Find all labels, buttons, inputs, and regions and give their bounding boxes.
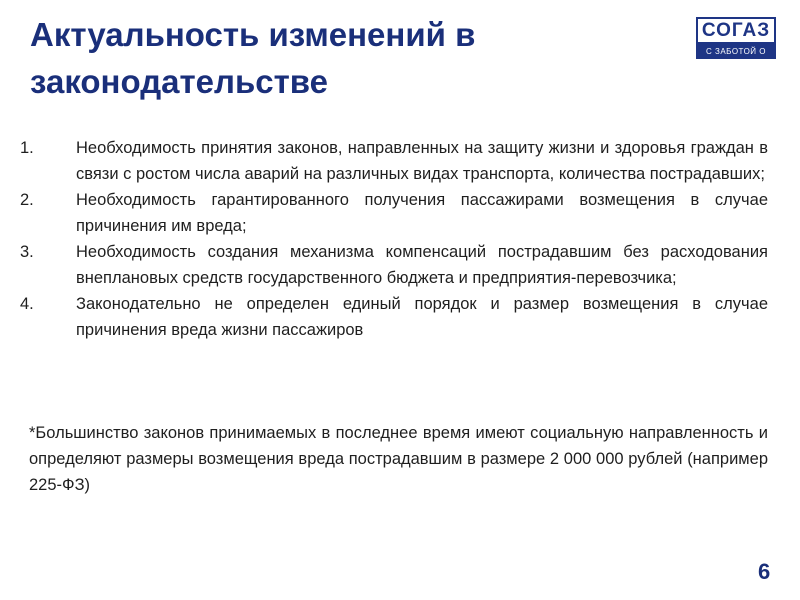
- list-item-text: Необходимость гарантированного получения пассажирами возмещения в случае причинения им вреда;: [76, 191, 768, 235]
- requirements-list: [20, 135, 768, 343]
- list-item: [20, 135, 768, 187]
- list-item-text: Необходимость принятия законов, направленных на защиту жизни и здоровья граждан в связи с ростом числа аварий на различных видах транспорта, количества пострадавших;: [76, 139, 768, 183]
- list-item: [20, 239, 768, 291]
- logo-tagline: С ЗАБОТОЙ О ВАС: [696, 44, 776, 59]
- list-item-text: Законодательно не определен единый порядок и размер возмещения в случае причинения вреда жизни пассажиров: [76, 295, 768, 339]
- list-item-number: 3.: [20, 243, 34, 261]
- slide-title: Актуальность изменений в законодательстве: [30, 16, 476, 100]
- sogaz-logo: [696, 17, 776, 71]
- list-item: [20, 187, 768, 239]
- footnote: *Большинство законов принимаемых в последнее время имеют социальную направленность и определяют размеры возмещения вреда пострадавшим в размере 2 000 000 рублей (например 225-ФЗ): [29, 424, 768, 494]
- list-item-number: 2.: [20, 191, 34, 209]
- list-item-number: 4.: [20, 295, 34, 313]
- list-item-text: Необходимость создания механизма компенсаций пострадавшим без расходования внеплановых средств государственного бюджета и предприятия-перевозчика;: [76, 243, 768, 287]
- list-item: [20, 291, 768, 343]
- logo-name: СОГАЗ: [696, 17, 776, 44]
- list-item-number: 1.: [20, 139, 34, 157]
- page-number: 6: [758, 559, 771, 584]
